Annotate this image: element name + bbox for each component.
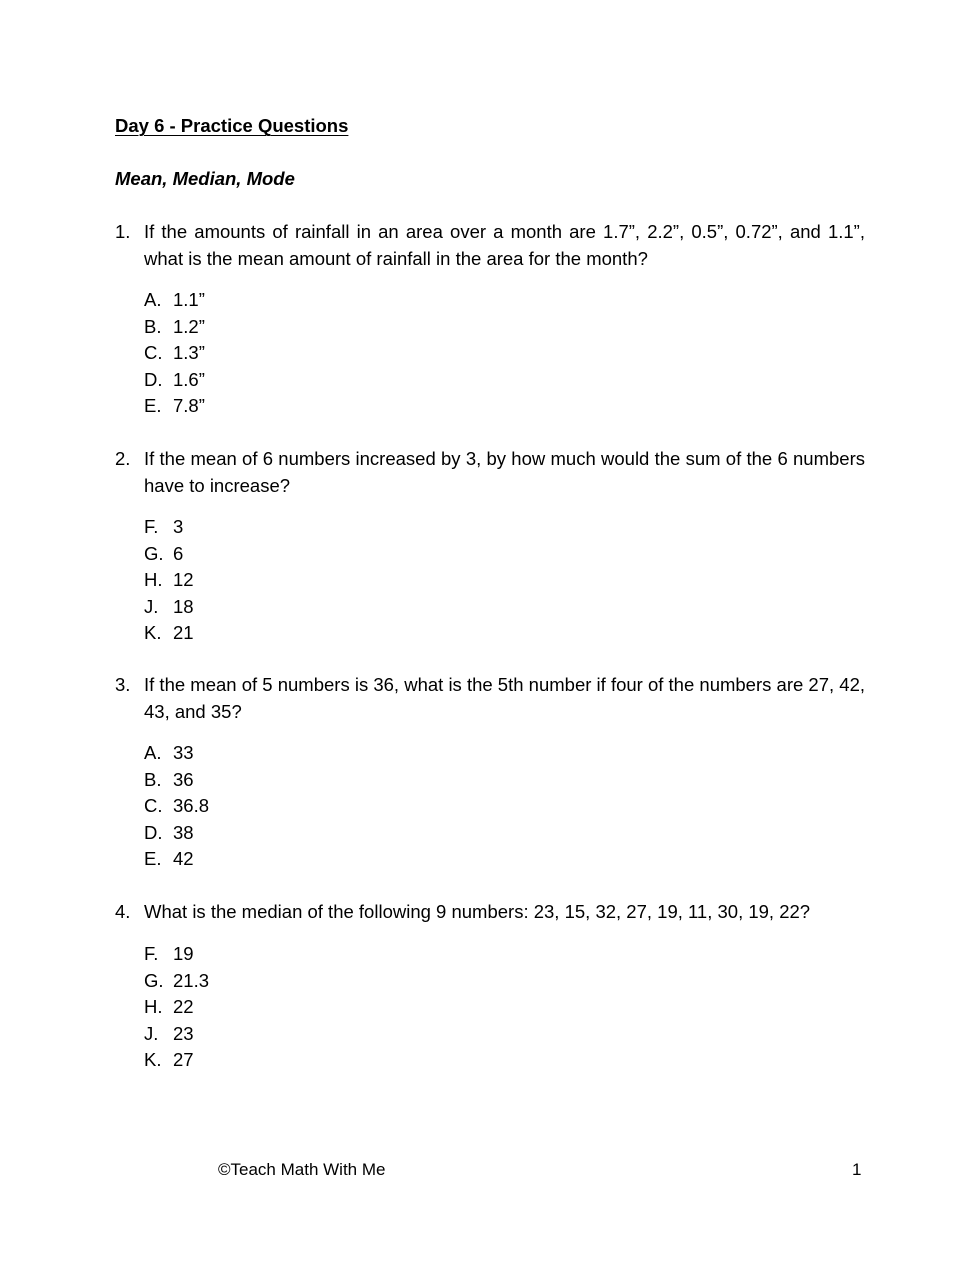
option-letter: G. — [144, 542, 164, 564]
question-text: What is the median of the following 9 numbers: 23, 15, 32, 27, 19, 11, 30, 19, 22? — [144, 901, 811, 922]
option-letter: G. — [144, 969, 164, 991]
answer-option — [144, 767, 209, 794]
option-letter: D. — [144, 368, 163, 390]
answer-option — [144, 820, 209, 847]
option-text: 23 — [173, 1022, 194, 1044]
question-4 — [115, 899, 865, 926]
option-text: 1.2” — [173, 315, 205, 337]
option-text: 38 — [173, 821, 194, 843]
option-letter: E. — [144, 395, 162, 416]
answer-option — [144, 393, 205, 420]
page-title: Day 6 - Practice Questions — [115, 115, 349, 136]
option-text: 21 — [173, 622, 194, 643]
answer-option — [144, 594, 194, 621]
option-text: 19 — [173, 943, 194, 964]
option-letter: F. — [144, 943, 159, 964]
option-letter: D. — [144, 821, 163, 843]
option-text: 7.8” — [173, 395, 205, 416]
question-number: 3. — [115, 674, 131, 695]
option-text: 18 — [173, 595, 194, 617]
option-letter: B. — [144, 315, 162, 337]
answer-option — [144, 287, 205, 314]
option-letter: A. — [144, 289, 162, 310]
answer-option — [144, 514, 194, 541]
option-text: 36.8 — [173, 795, 210, 816]
option-text: 22 — [173, 996, 194, 1017]
answer-options-3 — [144, 740, 209, 873]
answer-option — [144, 846, 209, 873]
question-number: 1. — [115, 221, 131, 242]
option-letter: F. — [144, 516, 159, 537]
answer-options-4 — [144, 941, 209, 1074]
question-number: 2. — [115, 448, 131, 469]
answer-option — [144, 1047, 209, 1074]
option-text: 3 — [173, 516, 184, 537]
answer-option — [144, 541, 194, 568]
option-text: 36 — [173, 768, 194, 790]
option-letter: H. — [144, 996, 163, 1017]
option-letter: K. — [144, 622, 162, 643]
option-text: 6 — [173, 542, 184, 564]
option-letter: K. — [144, 1049, 162, 1070]
answer-options-2 — [144, 514, 194, 647]
option-text: 27 — [173, 1049, 194, 1070]
option-letter: C. — [144, 795, 163, 816]
option-text: 42 — [173, 848, 194, 869]
question-text: If the mean of 5 numbers is 36, what is the 5th number if four of the numbers are 27, 42, 43, and 35? — [144, 674, 865, 722]
question-text: If the amounts of rainfall in an area over a month are 1.7”, 2.2”, 0.5”, 0.72”, and 1.1”, what is the mean amount of rainfall in the area for the month? — [144, 221, 865, 269]
option-text: 1.6” — [173, 368, 205, 390]
question-3 — [115, 672, 865, 725]
answer-option — [144, 367, 205, 394]
section-subtitle: Mean, Median, Mode — [115, 168, 295, 189]
answer-option — [144, 567, 194, 594]
answer-option — [144, 340, 205, 367]
option-letter: J. — [144, 1022, 159, 1044]
answer-option — [144, 314, 205, 341]
question-text: If the mean of 6 numbers increased by 3, by how much would the sum of the 6 numbers have to increase? — [144, 448, 865, 496]
answer-option — [144, 968, 209, 995]
answer-option — [144, 1021, 209, 1048]
option-letter: B. — [144, 768, 162, 790]
option-text: 33 — [173, 742, 194, 763]
option-text: 12 — [173, 569, 194, 590]
question-2 — [115, 446, 865, 499]
option-letter: E. — [144, 848, 162, 869]
option-letter: J. — [144, 595, 159, 617]
option-letter: C. — [144, 342, 163, 363]
option-text: 21.3 — [173, 969, 210, 991]
option-letter: A. — [144, 742, 162, 763]
option-text: 1.1” — [173, 289, 205, 310]
answer-option — [144, 740, 209, 767]
answer-options-1 — [144, 287, 205, 420]
answer-option — [144, 793, 209, 820]
page-number: 1 — [852, 1160, 862, 1179]
option-letter: H. — [144, 569, 163, 590]
question-1 — [115, 219, 865, 272]
answer-option — [144, 941, 209, 968]
answer-option — [144, 994, 209, 1021]
answer-option — [144, 620, 194, 647]
option-text: 1.3” — [173, 342, 205, 363]
question-number: 4. — [115, 901, 131, 922]
footer-copyright: ©Teach Math With Me — [218, 1160, 386, 1179]
